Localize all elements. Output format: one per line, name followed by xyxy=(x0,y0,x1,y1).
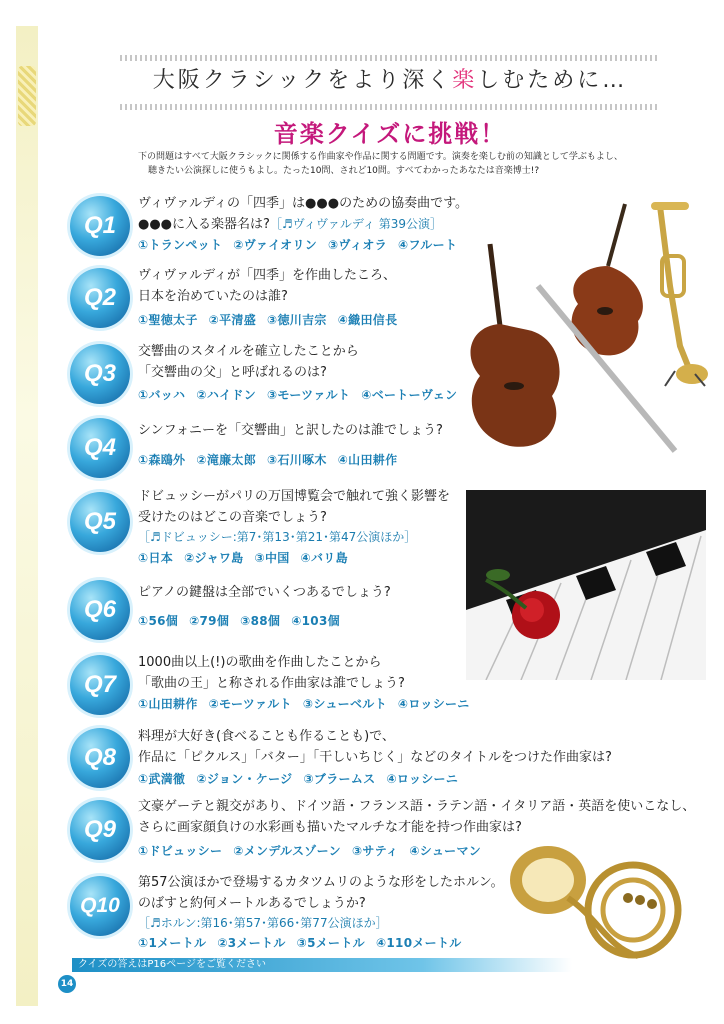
q8-badge: Q8 xyxy=(70,728,130,788)
q5-option-1: ①日本 xyxy=(138,551,174,565)
q7-option-2: ②モーツァルト xyxy=(208,697,292,711)
trumpet-image xyxy=(655,206,708,386)
q2-text xyxy=(138,265,396,307)
q2-option-2: ②平清盛 xyxy=(208,313,257,327)
q8-option-4: ④ロッシーニ xyxy=(386,772,459,786)
q1-line-2: ●●●に入る楽器名は?［♬ヴィヴァルディ 第39公演］ xyxy=(138,217,442,232)
subtitle-highlight: 楽 xyxy=(452,68,478,93)
q3-badge: Q3 xyxy=(70,344,130,404)
q2-badge: Q2 xyxy=(70,268,130,328)
q3-options xyxy=(138,386,468,403)
q6-text xyxy=(138,582,391,603)
q3-option-4: ④ベートーヴェン xyxy=(361,388,458,402)
q9-text xyxy=(138,796,695,838)
q2-line-2: 日本を治めていたのは誰? xyxy=(138,289,288,304)
q4-option-4: ④山田耕作 xyxy=(337,453,398,467)
q4-option-1: ①森鴎外 xyxy=(138,453,186,467)
q9-line-2: さらに画家顔負けの水彩画も描いたマルチな才能を持つ作曲家は? xyxy=(138,820,522,835)
q2-option-4: ④織田信長 xyxy=(337,313,398,327)
page-subtitle xyxy=(120,63,660,94)
q10-option-2: ②3メートル xyxy=(217,936,286,950)
strip-ornament xyxy=(18,66,36,126)
q9-option-4: ④シューマン xyxy=(409,844,482,858)
answers-note: クイズの答えはP16ページをご覧ください xyxy=(78,959,266,970)
intro-text xyxy=(138,150,698,178)
q4-option-3: ③石川啄木 xyxy=(267,453,327,467)
q4-badge: Q4 xyxy=(70,418,130,478)
page-number: 14 xyxy=(58,975,76,993)
q8-line-1: 料理が大好き(食べることも作ることも)で、 xyxy=(138,729,395,744)
q1-badge: Q1 xyxy=(70,196,130,256)
q1-line-1: ヴィヴァルディの「四季」は●●●のための協奏曲です。 xyxy=(138,196,469,211)
subtitle-after: しむために… xyxy=(477,68,628,93)
q5-options xyxy=(138,549,359,566)
dotted-rule-bottom xyxy=(120,104,660,110)
q9-line-1: 文豪ゲーテと親交があり、ドイツ語・フランス語・ラテン語・イタリア語・英語を使いこなし、 xyxy=(138,799,696,814)
subtitle-before: 大阪クラシックをより深く xyxy=(152,68,453,93)
q10-option-4: ④110メートル xyxy=(375,936,462,950)
q2-option-3: ③徳川吉宗 xyxy=(267,313,327,327)
q1-option-3: ③ヴィオラ xyxy=(328,238,387,252)
q5-source: ［♬ドビュッシー:第7･第13･第21･第47公演ほか］ xyxy=(138,530,417,544)
q10-options xyxy=(138,934,473,951)
q1-option-2: ②ヴァイオリン xyxy=(233,238,318,252)
q8-text xyxy=(138,726,612,768)
q10-option-1: ①1メートル xyxy=(138,936,207,950)
q7-options xyxy=(138,695,481,712)
q8-option-1: ①武満徹 xyxy=(138,772,186,786)
instruments-photo xyxy=(470,196,710,456)
q10-text xyxy=(138,872,504,932)
q3-option-3: ③モーツァルト xyxy=(267,388,351,402)
q7-text xyxy=(138,652,405,694)
intro-line-1: 下の問題はすべて大阪クラシックに関係する作曲家や作品に関する問題です。演奏を楽しむ前の知識として学ぶもよし、 xyxy=(138,152,623,162)
q9-option-1: ①ドビュッシー xyxy=(138,844,223,858)
q3-option-1: ①バッハ xyxy=(138,388,186,402)
q2-options xyxy=(138,311,408,328)
q9-options xyxy=(138,842,492,859)
q8-option-3: ③ブラームス xyxy=(303,772,376,786)
q10-line-1: 第57公演ほかで登場するカタツムリのような形をしたホルン。 xyxy=(138,875,504,890)
q6-option-4: ④103個 xyxy=(291,614,340,628)
q3-text xyxy=(138,341,359,383)
q1-option-4: ④フルート xyxy=(398,238,458,252)
q9-option-3: ③サティ xyxy=(351,844,399,858)
q3-line-1: 交響曲のスタイルを確立したことから xyxy=(138,344,359,359)
q2-line-1: ヴィヴァルディが「四季」を作曲したころ、 xyxy=(138,268,397,283)
q5-option-4: ④バリ島 xyxy=(300,551,348,565)
q8-option-2: ②ジョン・ケージ xyxy=(196,772,293,786)
page-title: 音楽クイズに挑戦！ xyxy=(273,120,507,148)
q3-line-2: 「交響曲の父」と呼ばれるのは? xyxy=(138,365,327,380)
q7-line-2: 「歌曲の王」と称される作曲家は誰でしょう? xyxy=(138,676,405,691)
q8-line-2: 作品に「ピクルス」「バター」「干しいちじく」などのタイトルをつけた作曲家は? xyxy=(138,750,612,765)
q9-badge: Q9 xyxy=(70,800,130,860)
piano-photo xyxy=(466,490,706,680)
q10-source: ［♬ホルン:第16･第57･第66･第77公演ほか］ xyxy=(138,916,388,930)
q2-option-1: ①聖徳太子 xyxy=(138,313,198,327)
q4-line-1: シンフォニーを「交響曲」と訳したのは誰でしょう? xyxy=(138,423,443,438)
left-decorative-strip xyxy=(16,26,38,1006)
q6-option-1: ①56個 xyxy=(138,614,179,628)
q7-line-1: 1000曲以上(!)の歌曲を作曲したことから xyxy=(138,655,382,670)
q7-option-4: ④ロッシーニ xyxy=(397,697,470,711)
q1-source: ［♬ヴィヴァルディ 第39公演］ xyxy=(269,217,442,231)
violin-image xyxy=(572,204,643,355)
q4-text xyxy=(138,420,443,441)
q6-options xyxy=(138,612,351,629)
q6-line-1: ピアノの鍵盤は全部でいくつあるでしょう? xyxy=(138,585,391,600)
q5-badge: Q5 xyxy=(70,492,130,552)
q9-option-2: ②メンデルスゾーン xyxy=(233,844,341,858)
cello-image xyxy=(470,244,559,447)
q6-badge: Q6 xyxy=(70,580,130,640)
q5-option-3: ③中国 xyxy=(254,551,290,565)
q3-option-2: ②ハイドン xyxy=(196,388,257,402)
q6-option-3: ③88個 xyxy=(240,614,281,628)
q5-line-1: ドビュッシーがパリの万国博覧会で触れて強く影響を xyxy=(138,489,451,504)
q1-options xyxy=(138,236,468,253)
q4-options xyxy=(138,451,408,468)
q10-option-3: ③5メートル xyxy=(296,936,365,950)
dotted-rule-top xyxy=(120,55,660,61)
q10-line-2: のばすと約何メートルあるでしょうか? xyxy=(138,896,366,911)
french-horn-photo xyxy=(508,838,708,968)
q6-option-2: ②79個 xyxy=(189,614,230,628)
q10-badge: Q10 xyxy=(70,876,130,936)
q5-line-2: 受けたのはどこの音楽でしょう? xyxy=(138,510,327,525)
q7-badge: Q7 xyxy=(70,655,130,715)
q7-option-3: ③シューベルト xyxy=(302,697,387,711)
q8-options xyxy=(138,770,469,787)
q1-option-1: ①トランペット xyxy=(138,238,223,252)
q5-option-2: ②ジャワ島 xyxy=(184,551,244,565)
intro-line-2: 聴きたい公演探しに使うもよし。たった10問、されど10問。すべてわかったあなたは音楽博士!? xyxy=(148,166,540,176)
q4-option-2: ②滝廉太郎 xyxy=(196,453,257,467)
q1-text xyxy=(138,193,468,235)
q7-option-1: ①山田耕作 xyxy=(138,697,198,711)
q5-text xyxy=(138,486,450,546)
